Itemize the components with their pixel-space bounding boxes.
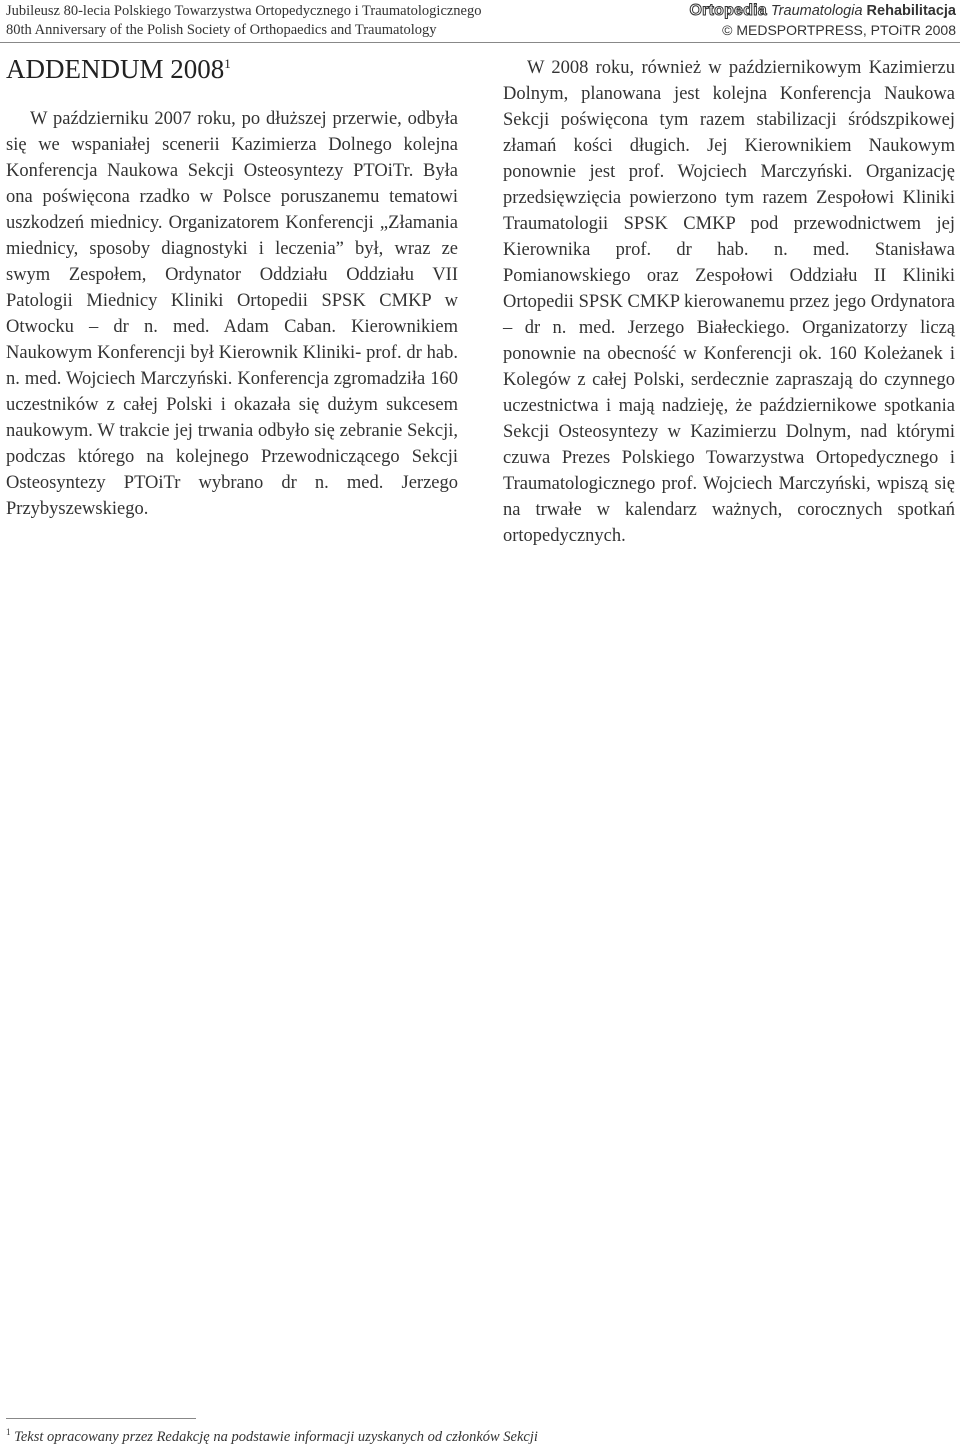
journal-name xyxy=(690,1,957,21)
right-column xyxy=(503,55,955,549)
footnote xyxy=(6,1428,538,1446)
journal-name-end: Rehabilitacja xyxy=(866,3,956,19)
paragraph-right: W 2008 roku, również w październikowym Kazimierzu Dolnym, planowana jest kolejna Konferencja Naukowa Sekcji poświęcona tym razem stabilizacji śródszpikowej złamań kości długich. Jej Kierownikiem Naukowym ponownie jest prof. Wojciech Marczyński. Organizację przedsięwzięcia powierzono tym razem Zespołowi Kliniki Traumatologii SPSK CMKP pod przewodnictwem jej Kierownika prof. dr hab. n. med. Stanisława Pomianowskiego oraz Zespołowi Oddziału II Kliniki Ortopedii SPSK CMKP kierowanemu przez jego Ordynatora – dr n. med. Jerzego Białeckiego. Organizatorzy liczą ponownie na obecność w Konferencji ok. 160 Koleżanek i Kolegów z całej Polski, serdecznie zapraszają do czynnego uczestnictwa i mają nadzieję, że październikowe spotkania Sekcji Osteosyntezy w Kazimierzu Dolnym, nad którymi czuwa Prezes Polskiego Towarzystwa Ortopedycznego i Traumatologicznego prof. Wojciech Marczyński, wpiszą się na trwałe w kalendarz ważnych, corocznych spotkań ortopedycznych. xyxy=(503,58,955,546)
running-head xyxy=(6,2,482,40)
journal-name-middle: Traumatologia xyxy=(770,3,863,19)
title-footnote-mark: 1 xyxy=(224,56,231,71)
left-column xyxy=(6,52,458,522)
page-header xyxy=(6,0,956,40)
journal-brand-logo: Ortopedia xyxy=(689,2,767,19)
footnote-mark: 1 xyxy=(6,1427,11,1438)
footnote-text: Tekst opracowany przez Redakcję na podstawie informacji uzyskanych od członków Sekcji xyxy=(14,1429,538,1445)
journal-info xyxy=(690,1,957,40)
running-head-polish: Jubileusz 80-lecia Polskiego Towarzystwa Ortopedycznego i Traumatologicznego xyxy=(6,3,482,19)
copyright-notice: © MEDSPORTPRESS, PTOiTR 2008 xyxy=(722,22,956,38)
footnote-divider xyxy=(6,1418,196,1419)
running-head-english: 80th Anniversary of the Polish Society of Orthopaedics and Traumatology xyxy=(6,22,437,38)
header-divider xyxy=(0,42,960,43)
article-title-text: ADDENDUM 2008 xyxy=(6,54,225,84)
article-title xyxy=(6,52,458,86)
paragraph-left: W październiku 2007 roku, po dłuższej przerwie, odbyła się we wspaniałej scenerii Kazimierza Dolnego kolejna Konferencja Naukowa Sekcji Osteosyntezy PTOiTr. Była ona poświęcona rzadko w Polsce poruszanemu tematowi uszkodzeń miednicy. Organizatorem Konferencji „Złamania miednicy, sposoby diagnostyki i leczenia” był, wraz ze swym Zespołem, Ordynator Oddziału Oddziału VII Patologii Miednicy Kliniki Ortopedii SPSK CMKP w Otwocku – dr n. med. Adam Caban. Kierownikiem Naukowym Konferencji był Kierownik Kliniki- prof. dr hab. n. med. Wojciech Marczyński. Konferencja zgromadziła 160 uczestników z całej Polski i okazała się dużym sukcesem naukowym. W trakcie jej trwania odbyło się zebranie Sekcji, podczas którego na kolejnego Przewodniczącego Sekcji Osteosyntezy PTOiTr wybrano dr n. med. Jerzego Przybyszewskiego. xyxy=(6,109,458,519)
